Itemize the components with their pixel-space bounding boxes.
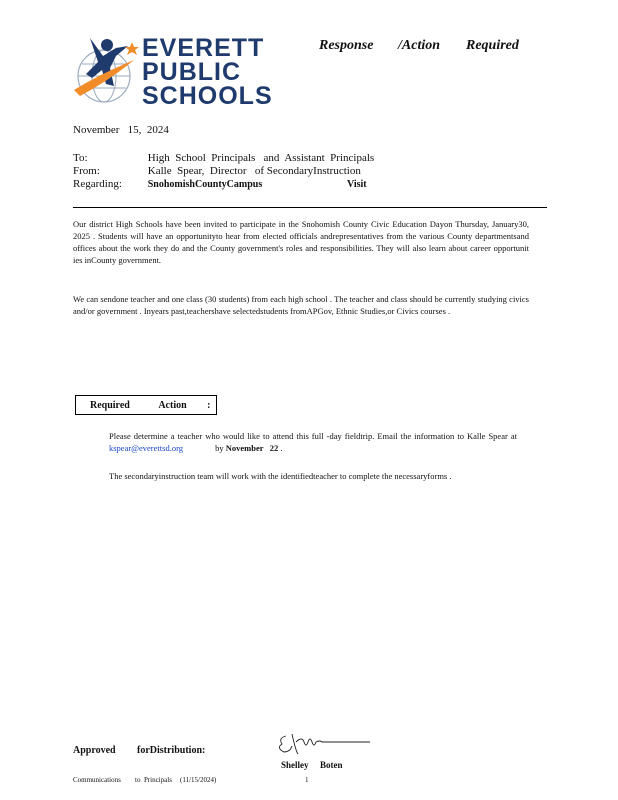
memo-to-label: To: — [73, 152, 88, 164]
memo-from-label: From: — [73, 165, 100, 177]
for-distribution-label: forDistribution: — [137, 745, 206, 756]
body-paragraph-2: We can sendone teacher and one class (30 students) from each high school . The teacher and class should be currently studying civics and/or government . Inyears past,teachershave selectedstudents fromAPGov, Ethnic Studies,or Civics courses . — [73, 294, 529, 316]
header-required: Required — [466, 38, 519, 53]
memo-regarding-row — [73, 178, 367, 190]
required-action-box — [75, 395, 217, 415]
memo-to-value: High School Principals and Assistant Principals — [147, 152, 375, 164]
bullet-item-1-end: . — [280, 443, 283, 453]
memo-regarding-value: SnohomishCountyCampus — [147, 179, 263, 190]
signature-icon — [274, 728, 374, 758]
bullet-item-1-text: Please determine a teacher who would like to attend this full -day fieldtrip. Email the information to Kalle Spear at — [109, 431, 517, 441]
approved-label: Approved — [73, 745, 116, 756]
body-paragraph-1: Our district High Schools have been invited to participate in the Snohomish County Civic Education Dayon Thursday, January30, 2025 . Students will have an opportunityto hear from elected officials andrepresentatives from the various County departmentsand offices about the work they do and the County government's roles and responsibilities. They will also learn about career opportunit ies inCounty government. — [73, 219, 529, 265]
header-response: Response — [319, 38, 374, 53]
memo-from-row — [73, 165, 361, 177]
signer-first-name: Shelley — [281, 760, 309, 770]
header-action: /Action — [398, 38, 441, 53]
page-number: 1 — [305, 776, 309, 784]
header-divider — [73, 207, 547, 208]
globe-figure-icon — [70, 34, 142, 110]
logo-line-1: EVERETT — [142, 34, 265, 62]
bullet-item-1-date: November 22 — [225, 443, 279, 453]
memo-regarding-value-2: Visit — [347, 179, 367, 190]
memo-to-row — [73, 152, 374, 164]
bullet-item-1-by: by — [215, 443, 224, 453]
footer-communications: Communications — [73, 776, 121, 784]
bullet-item-2: The secondaryinstruction team will work with the identifiedteacher to complete the necessaryforms . — [109, 471, 452, 481]
footer-to-principals: to Principals — [135, 776, 172, 784]
memo-date: November 15, 2024 — [73, 124, 169, 136]
memo-from-value: Kalle Spear, Director of SecondaryInstruction — [147, 165, 361, 177]
logo-line-3: SCHOOLS — [142, 82, 273, 110]
memo-regarding-label: Regarding: — [73, 178, 122, 190]
signer-last-name: Boten — [320, 760, 343, 770]
email-link[interactable]: kspear@everettsd.org — [109, 443, 183, 453]
action-label: Action — [158, 400, 187, 411]
required-action-colon: : — [207, 400, 211, 411]
logo-wordmark — [142, 36, 273, 108]
required-label: Required — [90, 400, 130, 411]
bullet-item-1 — [109, 430, 517, 454]
logo-line-2: PUBLIC — [142, 58, 242, 86]
footer-date: (11/15/2024) — [180, 776, 217, 784]
